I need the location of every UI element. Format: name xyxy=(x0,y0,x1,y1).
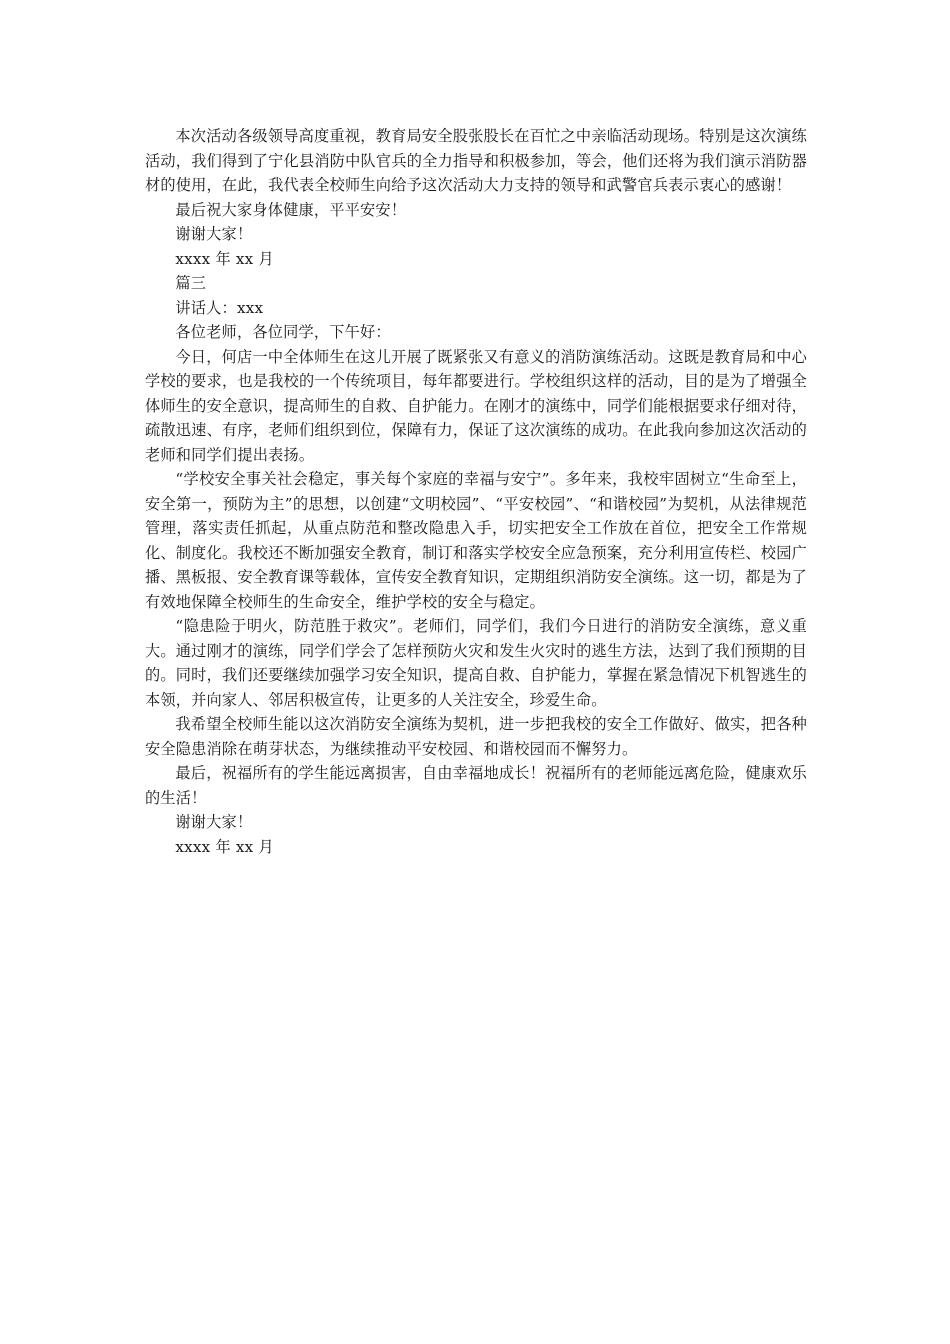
paragraph-date: xxxx 年 xx 月 xyxy=(175,249,274,268)
paragraph-date-final: xxxx 年 xx 月 xyxy=(175,837,274,856)
section-heading: 篇三 xyxy=(175,274,207,292)
paragraph-closing-wishes: 最后，祝福所有的学生能远离损害，自由幸福地成长！祝福所有的老师能远离危险，健康欢乐的生活！ xyxy=(145,764,807,807)
paragraph-wishes: 最后祝大家身体健康，平平安安！ xyxy=(175,200,407,219)
paragraph-drill-intro: 今日，何店一中全体师生在这儿开展了既紧张又有意义的消防演练活动。这既是教育局和中心学校的要求，也是我校的一个传统项目，每年都要进行。学校组织这样的活动，目的是为了增强全体师生的安全意识，提高师生的自救、自护能力。在刚才的演练中，同学们能根据要求仔细对待，疏散迅速、有序，老师们组织到位，保障有力，保证了这次演练的成功。在此我向参加这次活动的老师和同学们提出表扬。 xyxy=(145,347,807,464)
paragraph-school-safety: “学校安全事关社会稳定，事关每个家庭的幸福与安宁”。多年来，我校牢固树立“生命至上，安全第一，预防为主”的思想，以创建“文明校园”、“平安校园”、“和谐校园”为契机，从法律规范管理，落实责任抓起，从重点防范和整改隐患入手，切实把安全工作放在首位，把安全工作常规化、制度化。我校还不断加强安全教育，制订和落实学校安全应急预案，充分利用宣传栏、校园广播、黑板报、安全教育课等载体，宣传安全教育知识，定期组织消防安全演练。这一切，都是为了有效地保障全校师生的生命安全，维护学校的安全与稳定。 xyxy=(145,470,807,611)
paragraph-thank-you-final: 谢谢大家！ xyxy=(175,813,253,831)
document-body xyxy=(145,124,807,859)
paragraph-thank-you: 谢谢大家！ xyxy=(175,225,253,243)
greeting-line: 各位老师，各位同学，下午好： xyxy=(175,323,391,341)
paragraph-hazard-prevention: “隐患险于明火，防范胜于救灾”。老师们，同学们，我们今日进行的消防安全演练，意义重大。通过刚才的演练，同学们学会了怎样预防火灾和发生火灾时的逃生方法，达到了我们预期的目的。同时，我们还要继续加强学习安全知识，提高自救、自护能力，掌握在紧急情况下机智逃生的本领，并向家人、邻居积极宣传，让更多的人关注安全，珍爱生命。 xyxy=(145,617,807,709)
paragraph-thanks-leaders: 本次活动各级领导高度重视，教育局安全股张股长在百忙之中亲临活动现场。特别是这次演练活动，我们得到了宁化县消防中队官兵的全力指导和积极参加，等会，他们还将为我们演示消防器材的使用，在此，我代表全校师生向给予这次活动大力支持的领导和武警官兵表示衷心的感谢！ xyxy=(145,127,807,194)
speaker-line: 讲话人：xxx xyxy=(175,298,264,317)
paragraph-hope: 我希望全校师生能以这次消防安全演练为契机，进一步把我校的安全工作做好、做实，把各种安全隐患消除在萌芽状态，为继续推动平安校园、和谐校园而不懈努力。 xyxy=(145,715,807,758)
